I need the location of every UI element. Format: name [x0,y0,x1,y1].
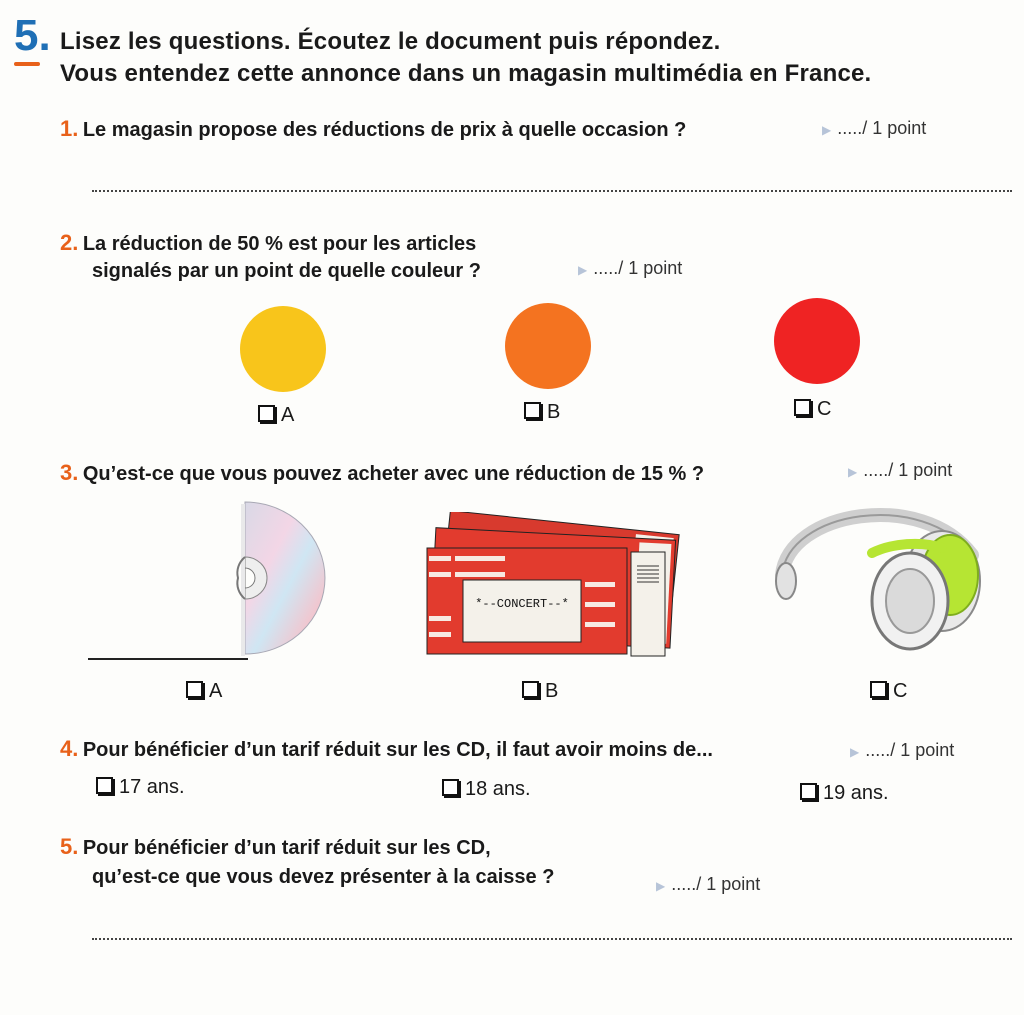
option-4a[interactable] [96,776,185,799]
checkbox[interactable] [522,681,539,698]
answer-line-q1[interactable] [92,190,1012,192]
arrow-icon: ▶ [822,123,832,137]
checkbox[interactable] [96,777,113,794]
option-2c[interactable] [794,398,831,421]
option-label: B [547,401,561,423]
question-text: Le magasin propose des réductions de prix à quelle occasion ? [82,119,687,141]
option-4b[interactable] [442,778,531,801]
question-number: 2. [60,230,79,255]
option-3b[interactable] [522,680,558,703]
arrow-icon: ▶ [850,745,860,759]
question-5 [60,834,491,860]
option-3a[interactable] [186,680,222,703]
score-label: ...../ 1 point [671,874,761,894]
question-number: 3. [60,460,79,485]
question-number: 4. [60,736,79,761]
option-label: B [545,680,559,702]
question-2 [60,230,476,256]
question-number: 1. [60,116,79,141]
question-3 [60,460,704,486]
question-number: 5. [60,834,79,859]
exercise-number-underline [14,62,40,66]
checkbox[interactable] [800,783,817,800]
score-q5 [656,874,760,895]
score-label: ...../ 1 point [837,118,927,138]
score-label: ...../ 1 point [863,460,953,480]
option-2a[interactable] [258,404,294,427]
exercise-number: 5. [14,11,51,60]
score-label: ...../ 1 point [593,258,683,278]
arrow-icon: ▶ [578,263,588,277]
option-2b[interactable] [524,401,560,424]
question-1 [60,116,686,142]
question-text-line-1: Pour bénéficier d’un tarif réduit sur les CD, [82,837,491,859]
question-text-line-1: La réduction de 50 % est pour les articles [82,233,477,255]
answer-line-q5[interactable] [92,938,1012,940]
question-text: Qu’est-ce que vous pouvez acheter avec une réduction de 15 % ? [82,463,705,485]
checkbox[interactable] [870,681,887,698]
checkbox[interactable] [442,779,459,796]
option-label: A [209,680,223,702]
question-4 [60,736,713,762]
checkbox[interactable] [186,681,203,698]
arrow-icon: ▶ [656,879,666,893]
checkbox[interactable] [258,405,275,422]
option-3c[interactable] [870,680,907,703]
arrow-icon: ▶ [848,465,858,479]
orange-dot-icon [505,303,591,389]
score-q4 [850,740,954,761]
option-label: A [281,404,295,426]
instruction-line-1: Lisez les questions. Écoutez le document puis répondez. [60,28,721,55]
red-dot-icon [774,298,860,384]
score-q1 [822,118,926,139]
question-text-line-2: signalés par un point de quelle couleur ? [92,260,481,282]
option-4c[interactable] [800,782,889,805]
ticket-text: *--CONCERT--* [475,597,569,611]
question-text-line-2: qu’est-ce que vous devez présenter à la caisse ? [92,866,555,888]
yellow-dot-icon [240,306,326,392]
score-label: ...../ 1 point [865,740,955,760]
option-label: 18 ans. [465,778,531,800]
checkbox[interactable] [794,399,811,416]
option-label: C [817,398,832,420]
instruction-line-2: Vous entendez cette annonce dans un magasin multimédia en France. [60,60,872,87]
question-text: Pour bénéficier d’un tarif réduit sur les CD, il faut avoir moins de... [82,739,713,761]
concert-tickets-icon [425,512,687,662]
score-q3 [848,460,952,481]
score-q2 [578,258,682,279]
headphones-icon [772,493,992,663]
checkbox[interactable] [524,402,541,419]
option-label: C [893,680,908,702]
option-label: 17 ans. [119,776,185,798]
cd-icon [88,500,338,665]
option-label: 19 ans. [823,782,889,804]
